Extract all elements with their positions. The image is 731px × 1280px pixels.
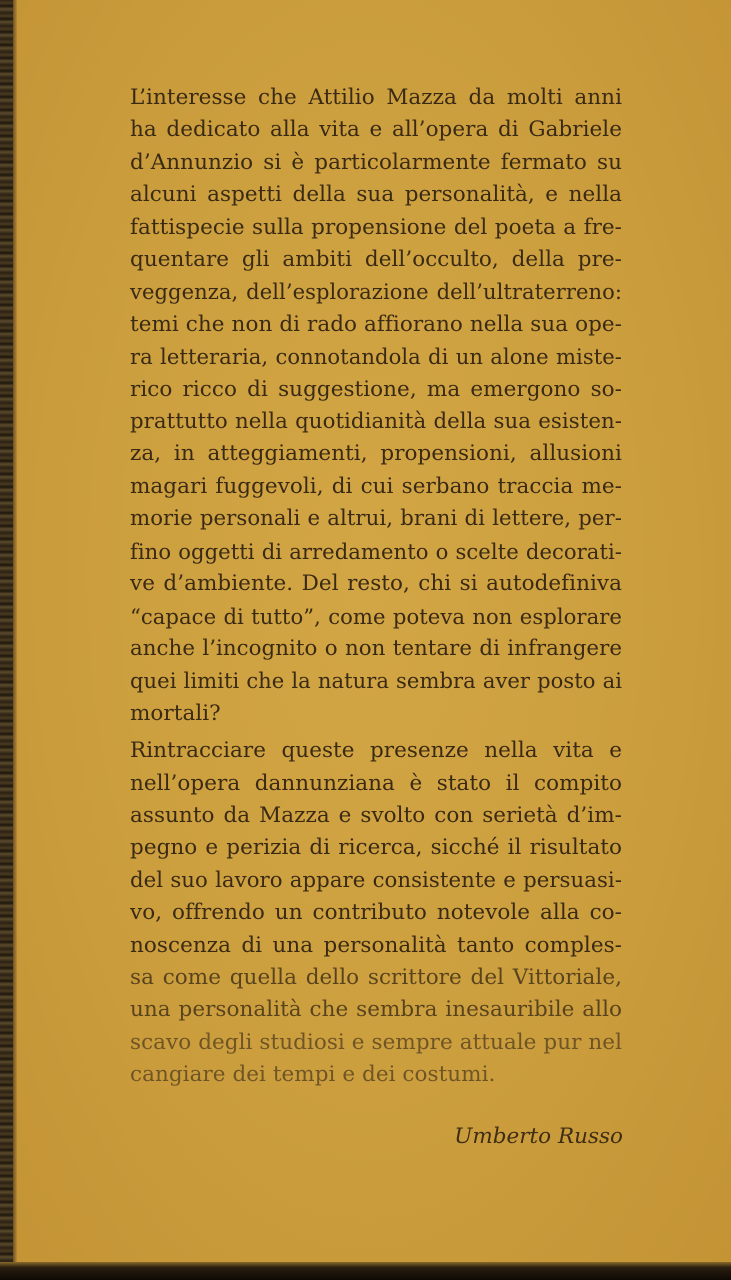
text-line: pegno e perizia di ricerca, sicché il risultato [130, 835, 622, 861]
text-line: prattutto nella quotidianità della sua esisten- [130, 409, 622, 435]
text-line: rico ricco di suggestione, ma emergono so- [130, 376, 622, 402]
text-line: ve d’ambiente. Del resto, chi si autodefiniva [130, 571, 622, 597]
text-line: fino oggetti di arredamento o scelte decorati- [130, 538, 622, 564]
text-line: del suo lavoro appare consistente e persuasi- [130, 867, 622, 893]
text-line: magari fuggevoli, di cui serbano traccia me- [130, 473, 622, 499]
text-line: “capace di tutto”, come poteva non esplorare [130, 603, 622, 629]
page-bottom-edge [0, 1262, 731, 1280]
blurb-text [130, 82, 622, 1092]
text-line: assunto da Mazza e svolto con serietà d’im- [130, 802, 622, 828]
text-line: d’Annunzio si è particolarmente fermato su [130, 149, 622, 175]
text-line: morie personali e altrui, brani di lettere, per- [130, 506, 622, 532]
book-spine [0, 0, 13, 1280]
author-signature: Umberto Russo [454, 1124, 623, 1149]
text-line: ha dedicato alla vita e all’opera di Gabriele [130, 117, 622, 143]
text-line: ra letteraria, connotandola di un alone miste- [130, 344, 622, 370]
text-line: cangiare dei tempi e dei costumi. [130, 1062, 496, 1088]
text-line: una personalità che sembra inesauribile allo [130, 997, 622, 1023]
spine-edge [13, 0, 17, 1280]
text-line: sa come quella dello scrittore del Vittoriale, [130, 964, 622, 990]
text-line: veggenza, dell’esplorazione dell’ultraterreno: [130, 279, 622, 305]
text-line: quentare gli ambiti dell’occulto, della pre- [130, 247, 622, 273]
text-line: L’interesse che Attilio Mazza da molti anni [130, 85, 622, 110]
text-line: alcuni aspetti della sua personalità, e nella [130, 182, 622, 208]
text-line: quei limiti che la natura sembra aver posto ai [130, 668, 622, 694]
text-line: scavo degli studiosi e sempre attuale pur nel [130, 1029, 622, 1055]
paragraph-2 [130, 735, 622, 1091]
paragraph-1 [130, 82, 622, 730]
text-line: temi che non di rado affiorano nella sua ope- [130, 311, 622, 337]
text-line: nell’opera dannunziana è stato il compito [130, 770, 622, 796]
text-line: mortali? [130, 700, 221, 726]
text-line: fattispecie sulla propensione del poeta a fre- [130, 214, 622, 240]
text-line: anche l’incognito o non tentare di infrangere [130, 635, 622, 661]
text-line: za, in atteggiamenti, propensioni, allusioni [130, 441, 622, 467]
text-line: Rintracciare queste presenze nella vita e [130, 738, 622, 764]
text-line: noscenza di una personalità tanto comples- [130, 932, 622, 958]
text-line: vo, offrendo un contributo notevole alla co- [130, 900, 622, 926]
